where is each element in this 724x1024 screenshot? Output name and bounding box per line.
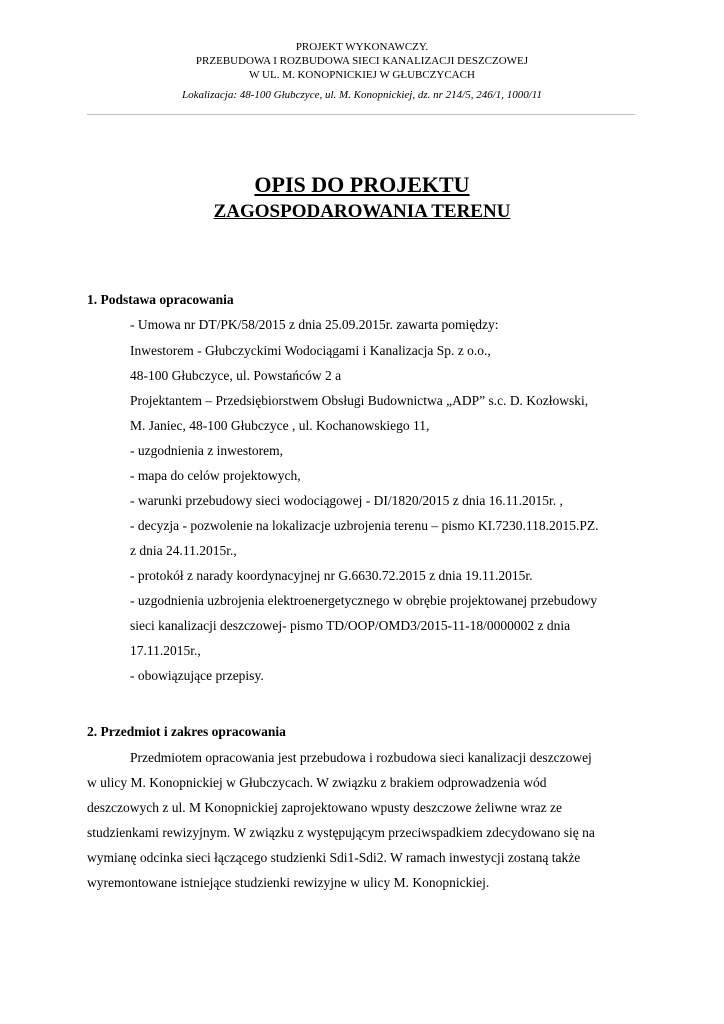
section-1-line: - decyzja - pozwolenie na lokalizacje uzbrojenia terenu – pismo KI.7230.118.2015.PZ. [130, 518, 599, 533]
section-1-line: - warunki przebudowy sieci wodociągowej - DI/1820/2015 z dnia 16.11.2015r. , [130, 493, 563, 508]
section-1-line: 17.11.2015r., [130, 643, 201, 658]
header-project-name: PRZEBUDOWA I ROZBUDOWA SIECI KANALIZACJI DESZCZOWEJ [195, 55, 529, 67]
section-1-line: Projektantem – Przedsiębiorstwem Obsługi Budownictwa „ADP” s.c. D. Kozłowski, [130, 393, 589, 408]
section-2-line: wyremontowane istniejące studzienki rewizyjne w ulicy M. Konopnickiej. [87, 875, 490, 890]
section-1-heading: 1. Podstawa opracowania [87, 292, 234, 307]
header-project-type: PROJEKT WYKONAWCZY. [295, 41, 429, 53]
section-1-line: - uzgodnienia uzbrojenia elektroenergetycznego w obrębie projektowanej przebudowy [130, 593, 598, 608]
section-2-line: Przedmiotem opracowania jest przebudowa i rozbudowa sieci kanalizacji deszczowej [130, 750, 592, 765]
section-1-line: - uzgodnienia z inwestorem, [130, 443, 283, 458]
section-2-line: deszczowych z ul. M Konopnickiej zaprojektowano wpusty deszczowe żeliwne wraz ze [87, 800, 562, 815]
section-1-line: M. Janiec, 48-100 Głubczyce , ul. Kochanowskiego 11, [130, 418, 430, 433]
header-divider [87, 114, 635, 115]
section-1-line: 48-100 Głubczyce, ul. Powstańców 2 a [130, 368, 342, 383]
header-project-street: W UL. M. KONOPNICKIEJ W GŁUBCZYCACH [249, 69, 475, 81]
section-1-line: Inwestorem - Głubczyckimi Wodociągami i Kanalizacja Sp. z o.o., [130, 343, 491, 358]
section-1-line: - obowiązujące przepisy. [130, 668, 264, 683]
section-1-line: - mapa do celów projektowych, [130, 468, 301, 483]
section-1-line: sieci kanalizacji deszczowej- pismo TD/OOP/OMD3/2015-11-18/0000002 z dnia [130, 618, 571, 633]
page-title: OPIS DO PROJEKTU [254, 172, 470, 197]
section-2-heading: 2. Przedmiot i zakres opracowania [87, 724, 286, 739]
section-1-line: - Umowa nr DT/PK/58/2015 z dnia 25.09.2015r. zawarta pomiędzy: [130, 317, 499, 332]
section-1-line: z dnia 24.11.2015r., [130, 543, 237, 558]
section-2-line: studzienkami rewizyjnym. W związku z występującym przeciwspadkiem zdecydowano się na [87, 825, 595, 840]
page-subtitle: ZAGOSPODAROWANIA TERENU [213, 201, 511, 222]
header-location: Lokalizacja: 48-100 Głubczyce, ul. M. Konopnickiej, dz. nr 214/5, 246/1, 1000/11 [181, 89, 542, 101]
section-2-line: wymianę odcinka sieci łączącego studzienki Sdi1-Sdi2. W ramach inwestycji zostaną także [87, 850, 581, 865]
section-2-line: w ulicy M. Konopnickiej w Głubczycach. W związku z brakiem odprowadzenia wód [87, 775, 547, 790]
section-1-line: - protokół z narady koordynacyjnej nr G.6630.72.2015 z dnia 19.11.2015r. [130, 568, 533, 583]
